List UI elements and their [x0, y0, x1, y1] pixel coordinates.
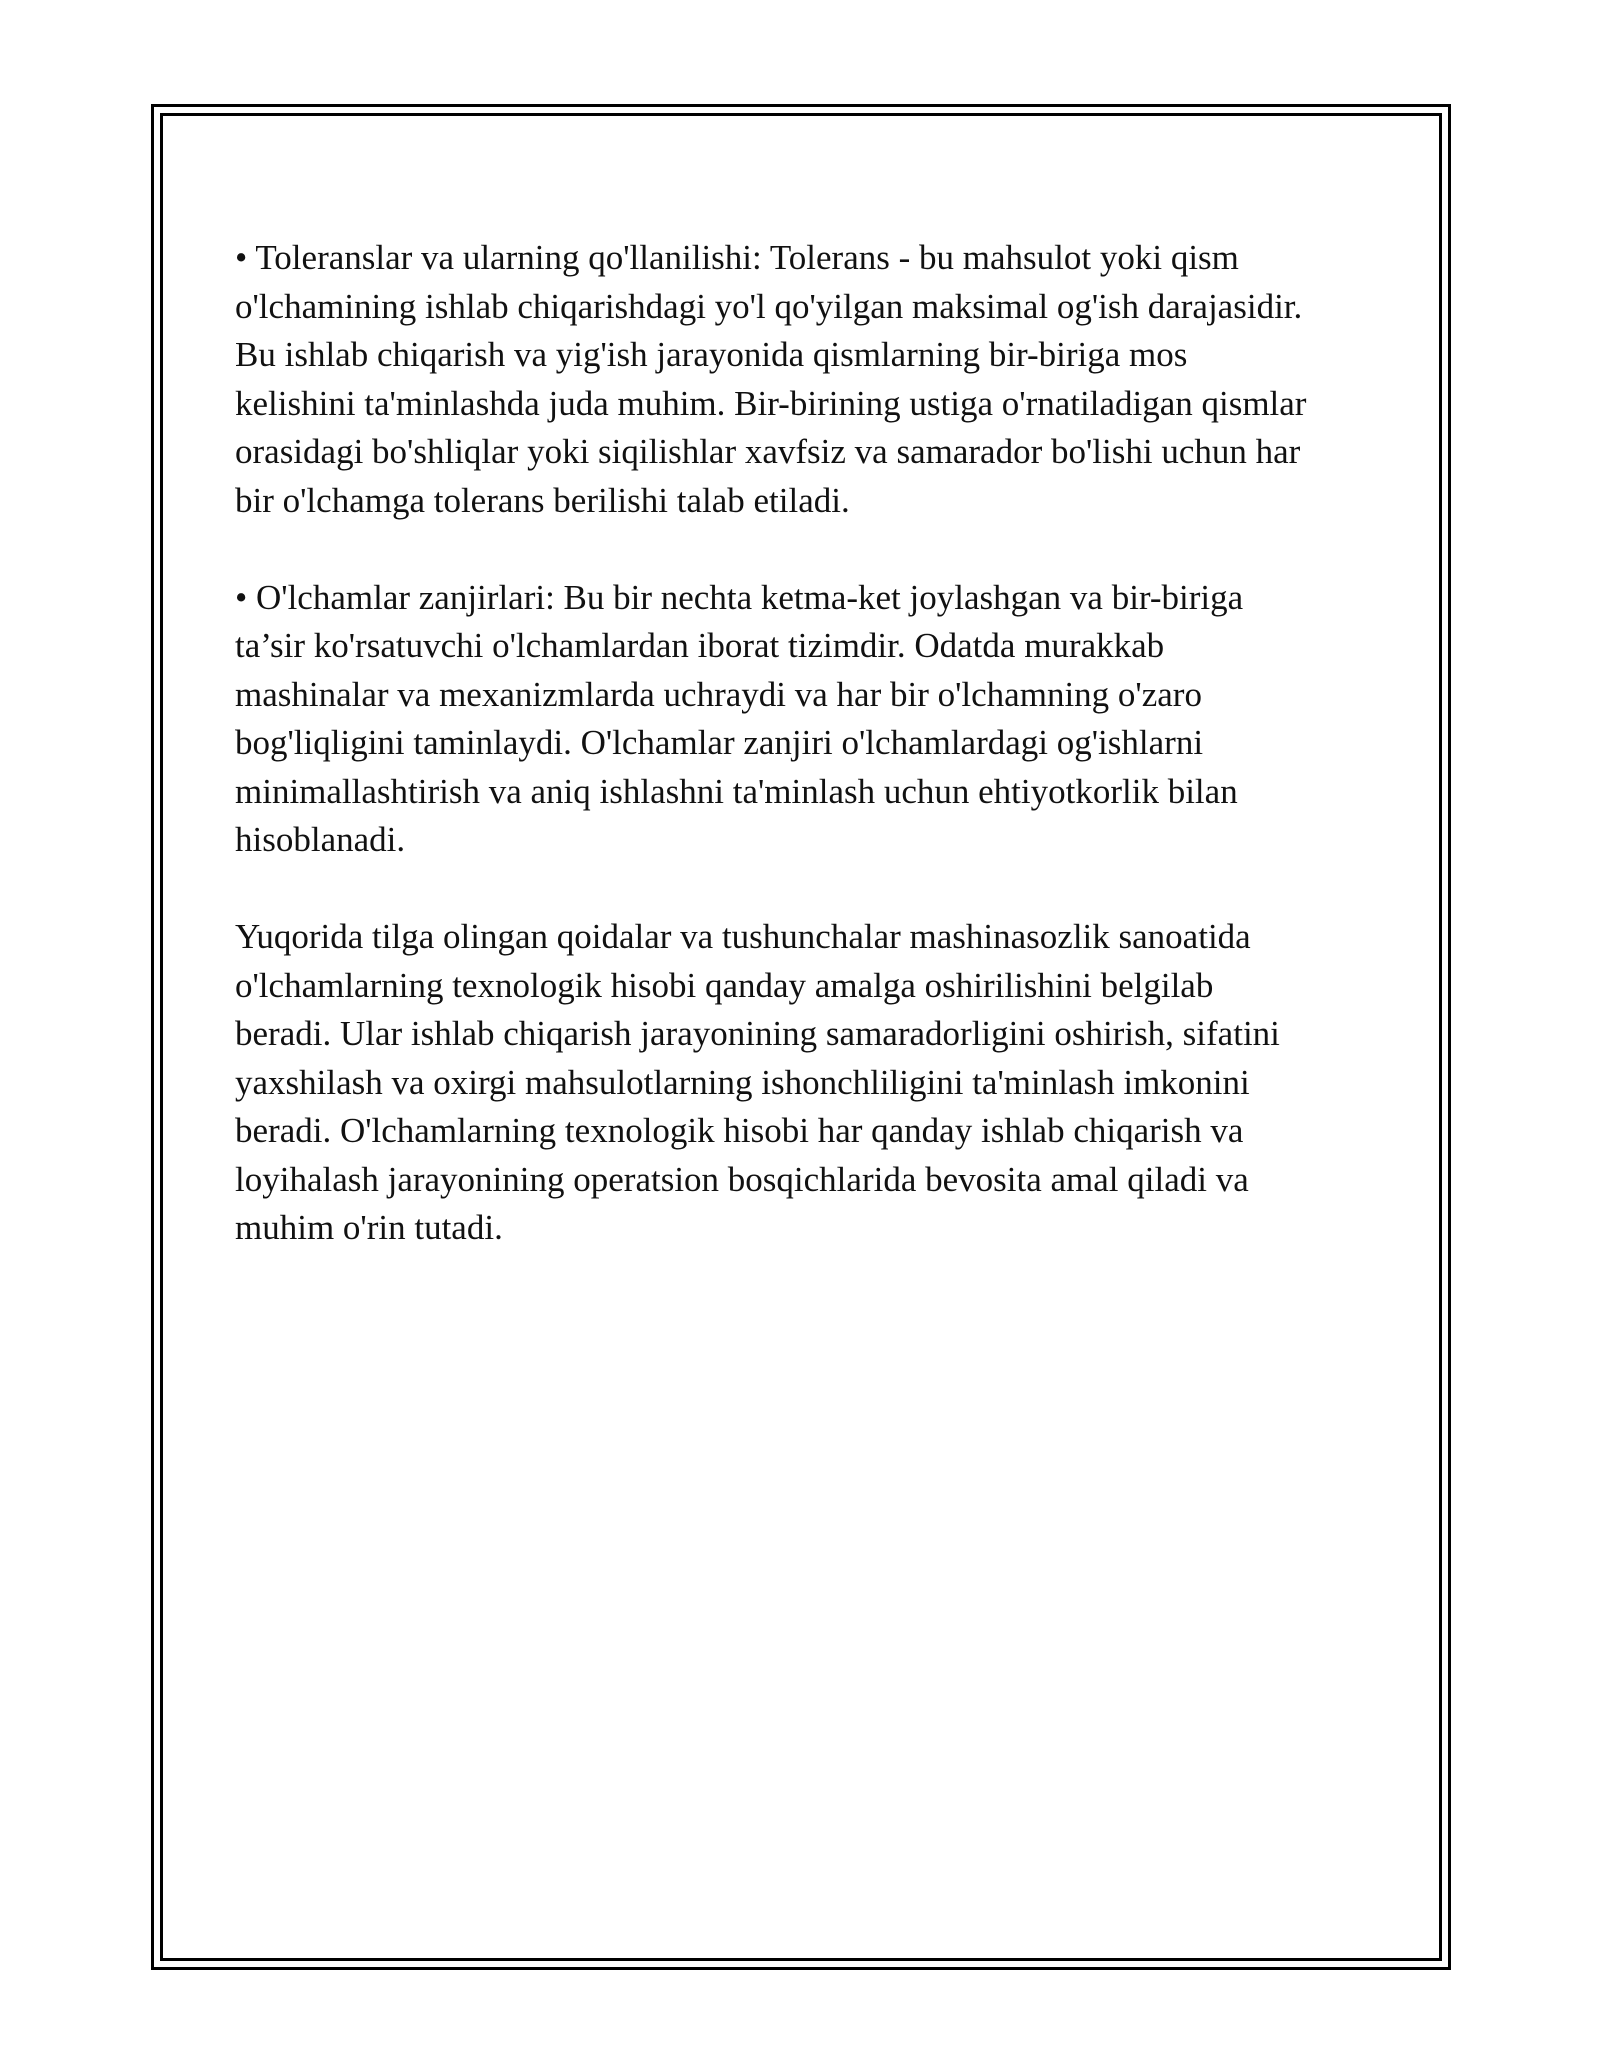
text-line: muhim o'rin tutadi.: [235, 1208, 503, 1247]
text-line: bir o'lchamga tolerans berilishi talab etiladi.: [235, 480, 850, 520]
text-line: beradi. Ular ishlab chiqarish jarayonining samaradorligini oshirish, sifatini: [235, 1014, 1280, 1053]
text-line: orasidagi bo'shliqlar yoki siqilishlar xavfsiz va samarador bo'lishi uchun har: [235, 432, 1301, 471]
text-line: loyihalash jarayonining operatsion bosqichlarida bevosita amal qiladi va: [235, 1159, 1249, 1199]
text-line: beradi. O'lchamlarning texnologik hisobi har qanday ishlab chiqarish va: [235, 1111, 1244, 1150]
text-line: kelishini ta'minlashda juda muhim. Bir-birining ustiga o'rnatiladigan qismlar: [235, 383, 1307, 423]
text-line: Bu ishlab chiqarish va yig'ish jarayonida qismlarning bir-biriga mos: [235, 335, 1188, 374]
text-line: hisoblanadi.: [235, 820, 406, 859]
text-line: Yuqorida tilga olingan qoidalar va tushunchalar mashinasozlik sanoatida: [235, 917, 1251, 956]
document-body: [235, 234, 1375, 1301]
text-line: • Toleranslar va ularning qo'llanilishi: Tolerans - bu mahsulot yoki qism: [235, 238, 1239, 277]
text-line: • O'lchamlar zanjirlari: Bu bir nechta ketma-ket joylashgan va bir-biriga: [235, 577, 1244, 617]
paragraph-conclusion: [235, 913, 1375, 1253]
text-line: ta’sir ko'rsatuvchi o'lchamlardan iborat tizimdir. Odatda murakkab: [235, 626, 1165, 665]
text-line: bog'liqligini taminlaydi. O'lchamlar zanjiri o'lchamlardagi og'ishlarni: [235, 723, 1204, 762]
text-line: minimallashtirish va aniq ishlashni ta'minlash uchun ehtiyotkorlik bilan: [235, 771, 1238, 811]
text-line: o'lchamining ishlab chiqarishdagi yo'l qo'yilgan maksimal og'ish darajasidir.: [235, 286, 1303, 326]
paragraph-dimension-chains: [235, 574, 1375, 865]
paragraph-tolerances: [235, 234, 1375, 525]
text-line: o'lchamlarning texnologik hisobi qanday amalga oshirilishini belgilab: [235, 965, 1214, 1005]
text-line: yaxshilash va oxirgi mahsulotlarning ishonchliligini ta'minlash imkonini: [235, 1062, 1250, 1102]
text-line: mashinalar va mexanizmlarda uchraydi va har bir o'lchamning o'zaro: [235, 674, 1202, 714]
